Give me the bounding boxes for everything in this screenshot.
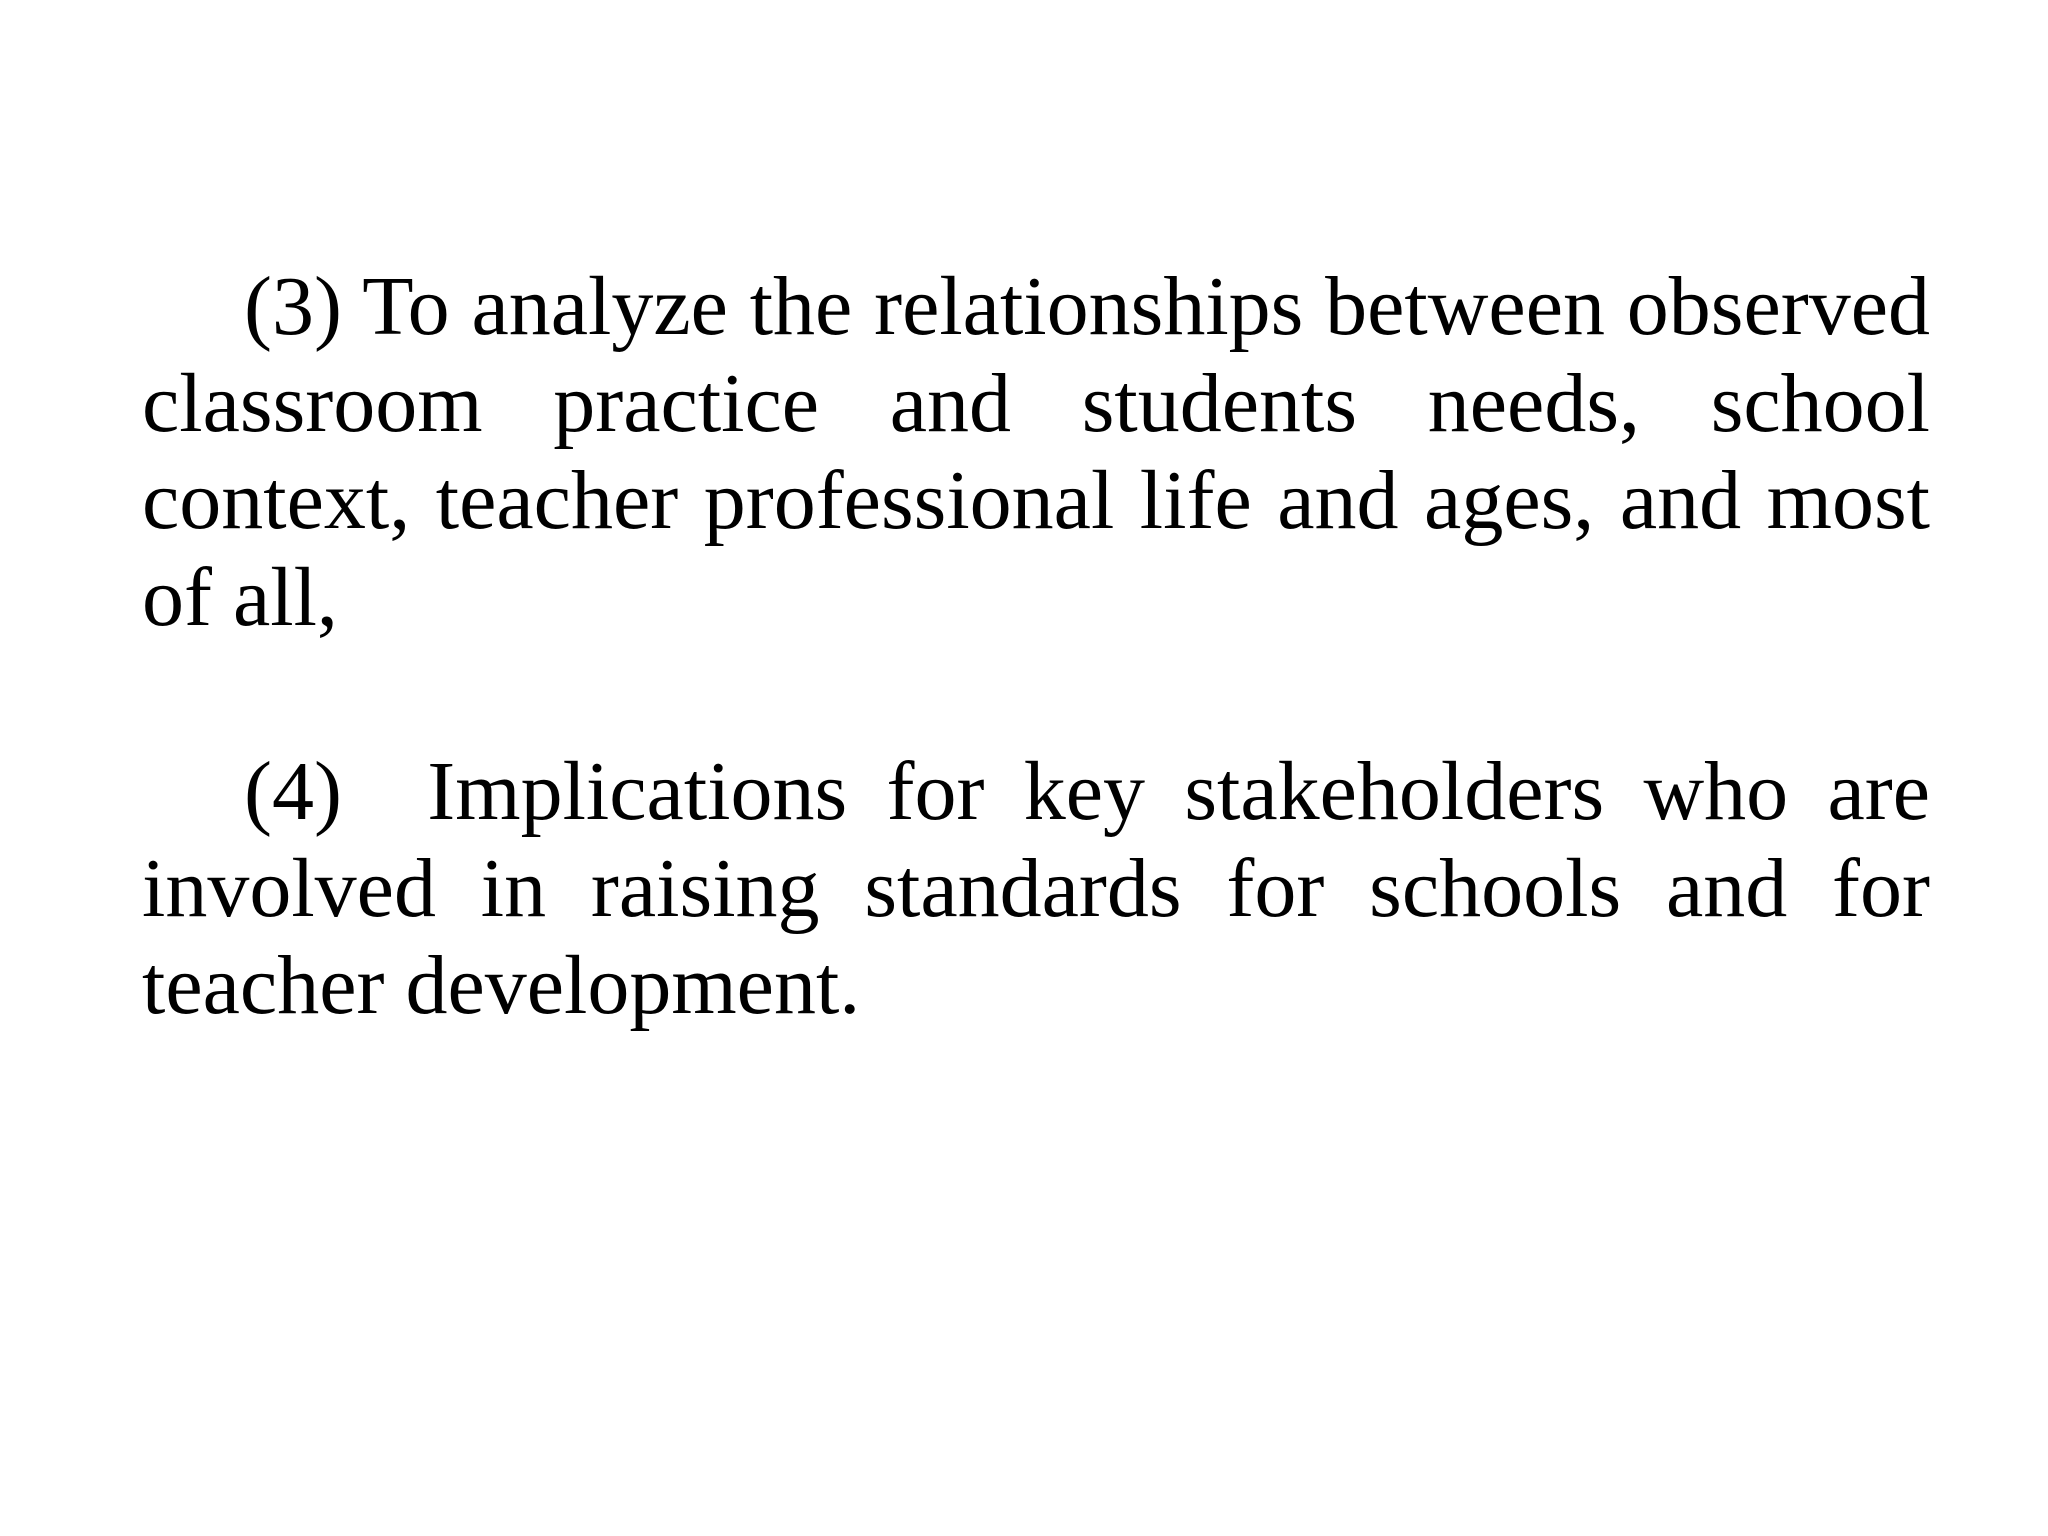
slide-body	[142, 258, 1930, 1034]
paragraph-3	[142, 258, 1930, 646]
paragraph-3-text: To analyze the relationships between observed classroom practice and students needs, school context, teacher professional life and ages, and most of all,	[142, 260, 1930, 644]
paragraph-4-text: Implications for key stakeholders who are involved in raising standards for schools and for teacher development.	[142, 745, 1931, 1032]
paragraph-4-number: (4)	[244, 745, 342, 838]
paragraph-3-number: (3)	[244, 260, 342, 353]
paragraph-4	[142, 743, 1930, 1034]
